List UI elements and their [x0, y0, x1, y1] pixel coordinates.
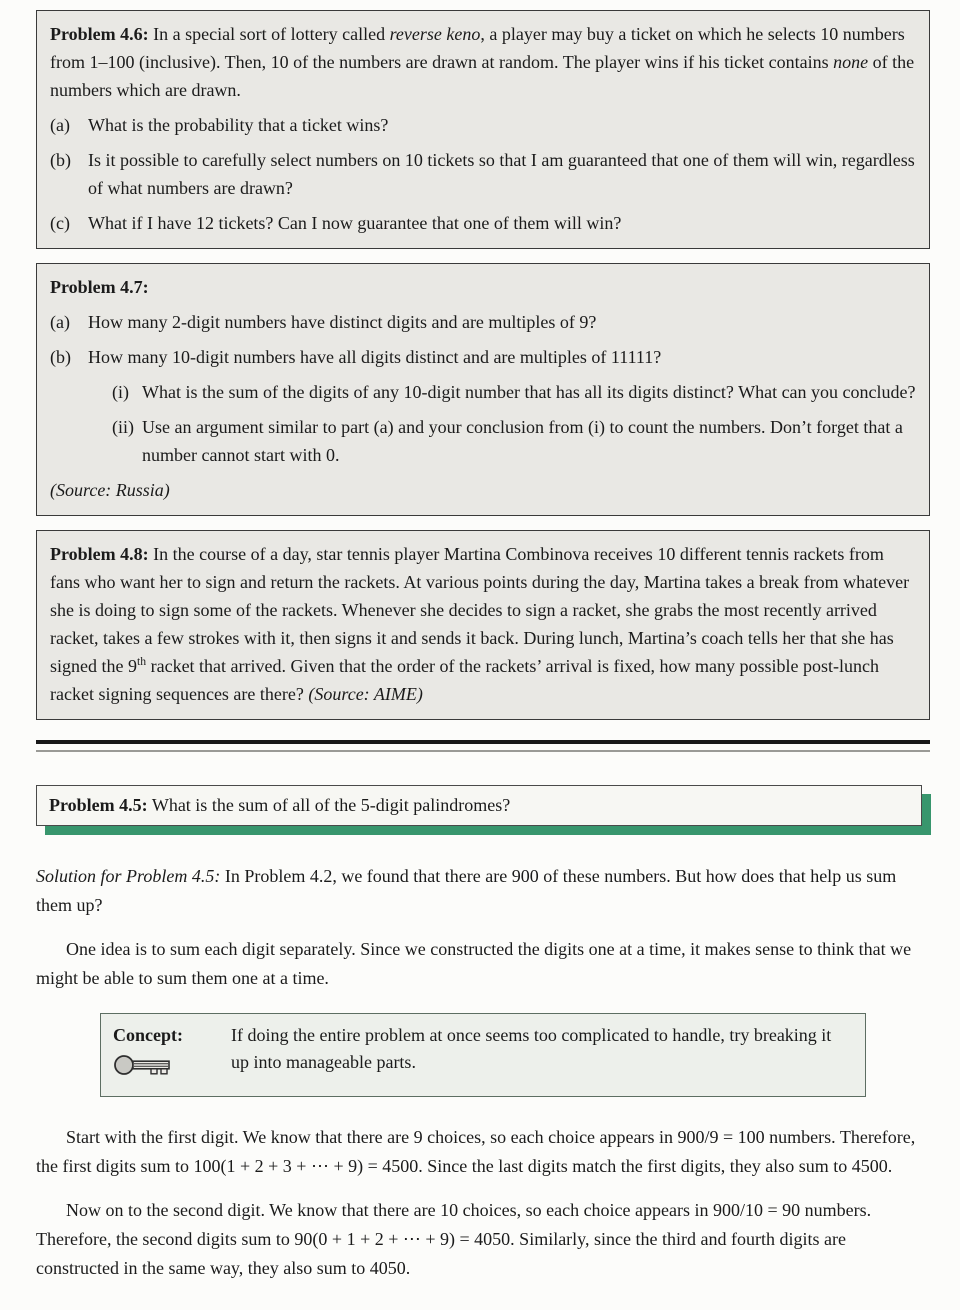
concept-box [100, 1013, 866, 1097]
problem-4-5-statement: Problem 4.5: What is the sum of all of the 5-digit palindromes? [49, 795, 511, 815]
part-text: What is the probability that a ticket wins? [88, 115, 389, 135]
problem-4-6-part-a [50, 111, 916, 139]
problem-4-7-subpart-ii [112, 413, 916, 469]
divider-thick-line [36, 740, 930, 744]
problem-box-4-5-wrap [36, 785, 922, 826]
key-icon [113, 1052, 231, 1086]
part-marker: (c) [50, 213, 70, 233]
divider-thin-line [36, 750, 930, 752]
part-marker: (b) [50, 347, 71, 367]
problem-box-4-5 [36, 785, 922, 826]
concept-label: Concept: [113, 1025, 183, 1045]
subpart-marker: (ii) [112, 417, 134, 437]
subpart-text: Use an argument similar to part (a) and your conclusion from (i) to count the numbers. Don’t forget that a number cannot start with 0. [142, 417, 903, 465]
solution-intro-paragraph: Solution for Problem 4.5: In Problem 4.2, we found that there are 900 of these numbers. But how does that help us sum them up? [36, 866, 897, 915]
problem-4-7-subpart-i [112, 378, 916, 406]
part-text: How many 2-digit numbers have distinct digits and are multiples of 9? [88, 312, 597, 332]
concept-label-column [113, 1022, 231, 1086]
solution-paragraph-2: One idea is to sum each digit separately. Since we constructed the digits one at a time, it makes sense to think that we might be able to sum them one at a time. [36, 939, 912, 988]
concept-text: If doing the entire problem at once seems too complicated to handle, try breaking it up into manageable parts. [231, 1025, 832, 1072]
problem-4-6-part-c [50, 209, 916, 237]
part-text: Is it possible to carefully select numbers on 10 tickets so that I am guaranteed that one of them will win, regardless of what numbers are drawn? [88, 150, 915, 198]
subpart-marker: (i) [112, 382, 129, 402]
part-marker: (b) [50, 150, 71, 170]
solution-paragraph-4: Now on to the second digit. We know that there are 10 choices, so each choice appears in 900/10 = 90 numbers. Therefore, the second digits sum to 90(0 + 1 + 2 + ⋯ + 9) = 4050. Similarly, since the third and fourth digits are constructed in the same way, they also sum to 4050. [36, 1200, 872, 1278]
solution-paragraph-3: Start with the first digit. We know that there are 9 choices, so each choice appears in 900/9 = 100 numbers. Therefore, the first digits sum to 100(1 + 2 + 3 + ⋯ + 9) = 4500. Since the last digits match the first digits, they also sum to 4500. [36, 1127, 916, 1176]
problem-4-7-label: Problem 4.7: [50, 277, 149, 297]
page-content [36, 10, 930, 1283]
part-marker: (a) [50, 115, 70, 135]
part-text: How many 10-digit numbers have all digits distinct and are multiples of 11111? [88, 347, 662, 367]
section-divider [36, 740, 930, 752]
problem-4-7-part-b [50, 343, 916, 371]
problem-box-4-7 [36, 263, 930, 516]
problem-4-6-part-b [50, 146, 916, 202]
subpart-text: What is the sum of the digits of any 10-digit number that has all its digits distinct? What can you conclude? [142, 382, 916, 402]
problem-4-6-statement: Problem 4.6: In a special sort of lottery called reverse keno, a player may buy a ticket on which he selects 10 numbers from 1–100 (inclusive). Then, 10 of the numbers are drawn at random. The player wins if his ticket contains none of the numbers which are drawn. [50, 24, 915, 100]
part-text: What if I have 12 tickets? Can I now guarantee that one of them will win? [88, 213, 622, 233]
problem-4-8-statement: Problem 4.8: In the course of a day, star tennis player Martina Combinova receives 10 different tennis rackets from fans who want her to sign and return the rackets. At various points during the day, Martina takes a break from whatever she is doing to sign some of the rackets. Whenever she decides to sign a racket, she grabs the most recently arrived racket, takes a few strokes with it, then signs it and sends it back. During lunch, Martina’s coach tells her that she has signed the 9th racket that arrived. Given that the order of the rackets’ arrival is fixed, how many possible post-lunch racket signing sequences are there? (Source: AIME) [50, 544, 910, 704]
problem-box-4-8 [36, 530, 930, 720]
problem-box-4-6 [36, 10, 930, 249]
problem-4-7-part-a [50, 308, 916, 336]
part-marker: (a) [50, 312, 70, 332]
problem-4-7-source: (Source: Russia) [50, 480, 170, 500]
